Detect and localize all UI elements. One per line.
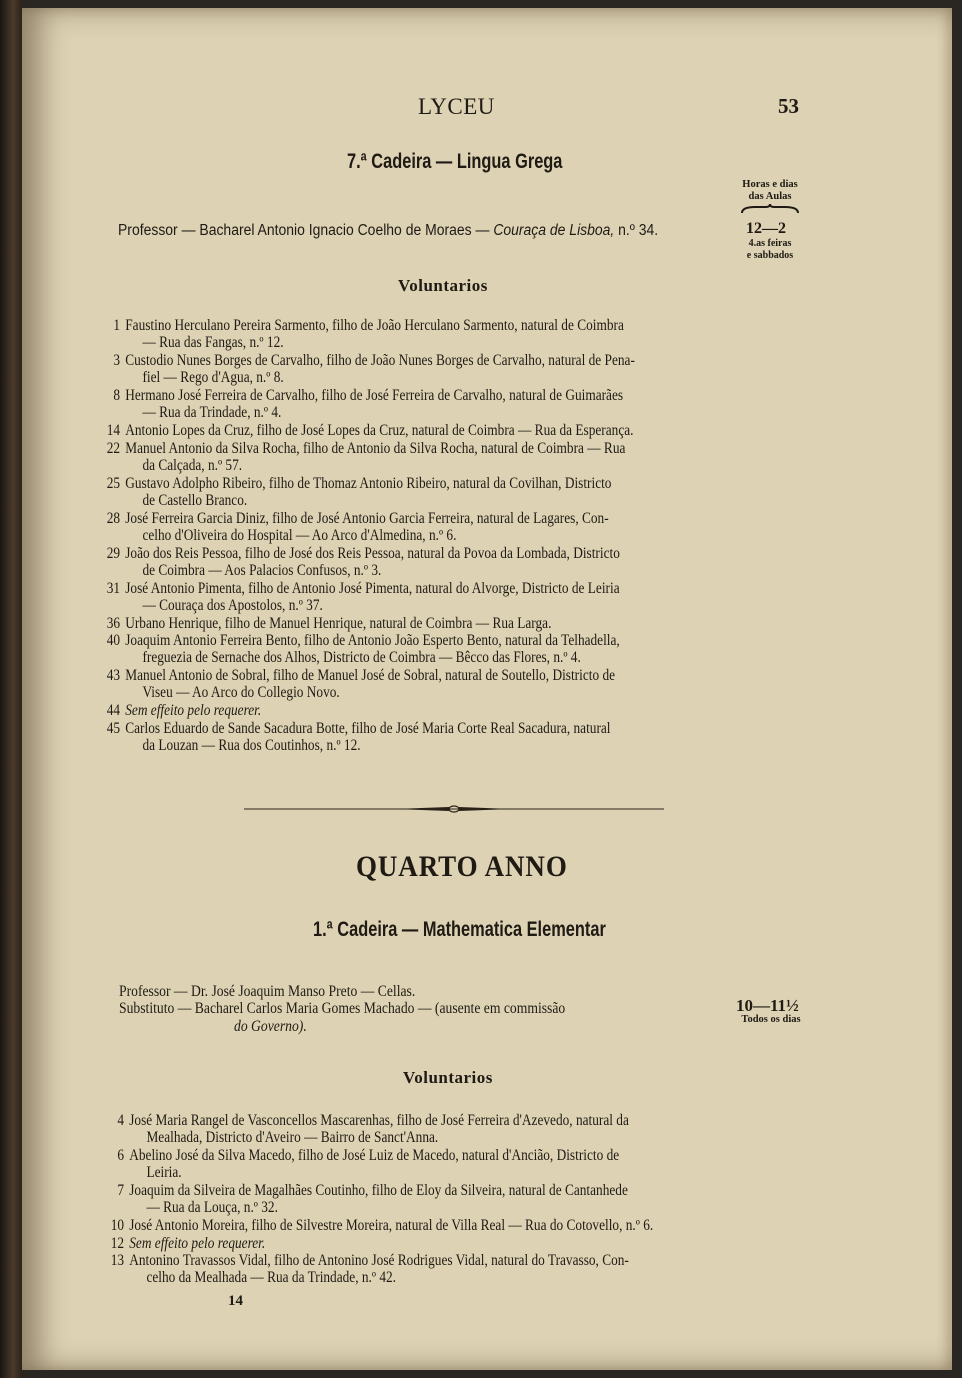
student-number: 43: [106, 667, 121, 684]
student-number: 4: [117, 1112, 125, 1129]
student-entry-line: Joaquim da Silveira de Magalhães Coutinho, filho de Eloy da Silveira, natural de Cantanhede: [129, 1182, 628, 1199]
class-days: Todos os dias: [741, 1014, 801, 1025]
volunteers-heading: Voluntarios: [403, 1068, 493, 1087]
list-item: [96, 317, 624, 351]
student-entry-line: José Maria Rangel de Vasconcellos Mascarenhas, filho de José Ferreira d'Azevedo, natural da: [129, 1112, 629, 1129]
list-item: [96, 422, 634, 439]
hours-header-line: Horas e dias: [742, 179, 798, 190]
student-number: 25: [106, 474, 121, 492]
list-item: [100, 1217, 653, 1234]
signature-mark: 14: [228, 1293, 243, 1309]
student-entry-line: — Couraça dos Apostolos, n.º 37.: [142, 596, 323, 614]
substitute-cont: do Governo).: [234, 1018, 307, 1035]
student-entry-line: — Rua das Fangas, n.º 12.: [142, 334, 284, 351]
student-entry-line: Sem effeito pelo requerer.: [129, 1234, 266, 1252]
substitute-line: Substituto — Bacharel Carlos Maria Gomes Machado — (ausente em commissão: [119, 1000, 566, 1017]
list-item: [96, 352, 635, 386]
list-item: [96, 510, 609, 544]
class-hours: 12—2: [746, 220, 786, 237]
student-entry-line: fiel — Rego d'Agua, n.º 8.: [142, 369, 284, 386]
student-entry-line: Manuel Antonio de Sobral, filho de Manuel José de Sobral, natural de Soutello, Districto de: [125, 667, 616, 684]
list-item: [96, 475, 611, 509]
list-item: [96, 580, 620, 614]
student-entry-line: Carlos Eduardo de Sande Sacadura Botte, filho de José Maria Corte Real Sacadura, natural: [125, 719, 611, 737]
list-item: [96, 632, 620, 666]
student-entry-line: João dos Reis Pessoa, filho de José dos Reis Pessoa, natural da Povoa da Lombada, Districto: [125, 544, 620, 562]
student-number: 3: [113, 352, 121, 369]
student-entry-line: Mealhada, Districto d'Aveiro — Bairro de Sanct'Anna.: [146, 1129, 439, 1146]
student-number: 7: [117, 1182, 125, 1199]
list-item: [96, 387, 623, 421]
list-item: [96, 545, 620, 579]
section-title: 1.ª Cadeira — Mathematica Elementar: [313, 918, 606, 941]
student-entry-line: — Rua da Trindade, n.º 4.: [142, 404, 282, 421]
student-entry-line: Faustino Herculano Pereira Sarmento, filho de João Herculano Sarmento, natural de Coimbra: [125, 317, 624, 334]
class-days: [735, 238, 805, 262]
student-number: 1: [113, 317, 121, 334]
student-entry-line: Sem effeito pelo requerer.: [125, 702, 262, 719]
year-title: QUARTO ANNO: [356, 850, 568, 883]
student-entry-line: Abelino José da Silva Macedo, filho de José Luiz de Macedo, natural d'Ancião, Districto de: [129, 1147, 620, 1164]
list-item: [100, 1112, 629, 1146]
student-entry-line: Manuel Antonio da Silva Rocha, filho de Antonio da Silva Rocha, natural de Coimbra — Rua: [125, 439, 626, 457]
student-entry-line: de Coimbra — Aos Palacios Confusos, n.º 3.: [142, 561, 382, 579]
student-number: 28: [106, 509, 121, 527]
professor-line: Professor — Dr. José Joaquim Manso Preto — Cellas.: [119, 983, 416, 1000]
student-number: 10: [110, 1217, 125, 1234]
running-header: LYCEU: [418, 94, 495, 119]
student-number: 45: [106, 719, 121, 737]
list-item: [100, 1147, 619, 1181]
student-number: 13: [110, 1252, 125, 1269]
brace-icon: [740, 203, 800, 215]
student-entry-line: Joaquim Antonio Ferreira Bento, filho de Antonio João Esperto Bento, natural da Telhadella,: [125, 632, 620, 649]
list-item: [96, 667, 615, 701]
student-entry-line: da Louzan — Rua dos Coutinhos, n.º 12.: [142, 736, 361, 754]
volunteers-heading: Voluntarios: [398, 276, 488, 295]
student-entry-line: celho da Mealhada — Rua da Trindade, n.º 42.: [146, 1269, 397, 1286]
list-item: [100, 1182, 628, 1216]
page-number: 53: [778, 94, 799, 118]
professor-name: Professor — Bacharel Antonio Ignacio Coelho de Moraes —: [118, 222, 490, 239]
book-spine: [0, 0, 22, 1378]
student-entry-line: José Ferreira Garcia Diniz, filho de José Antonio Garcia Ferreira, natural de Lagares, Con-: [125, 509, 609, 527]
student-number: 14: [106, 422, 121, 439]
student-number: 12: [110, 1234, 125, 1252]
list-item: [96, 702, 261, 719]
student-number: 40: [106, 632, 121, 649]
class-days-line: 4.as feiras: [748, 238, 792, 249]
section-title: 7.ª Cadeira — Lingua Grega: [347, 150, 563, 173]
professor-line: [118, 222, 658, 239]
student-entry-line: celho d'Oliveira do Hospital — Ao Arco d'Almedina, n.º 6.: [142, 526, 457, 544]
student-number: 22: [106, 439, 121, 457]
list-item: [96, 615, 551, 632]
student-entry-line: Antonino Travassos Vidal, filho de Antonino José Rodrigues Vidal, natural do Travasso, Con-: [129, 1252, 629, 1269]
student-entry-line: Urbano Henrique, filho de Manuel Henrique, natural de Coimbra — Rua Larga.: [125, 614, 552, 632]
student-entry-line: da Calçada, n.º 57.: [142, 456, 243, 474]
professor-address: Couraça de Lisboa,: [493, 222, 615, 239]
student-entry-line: José Antonio Moreira, filho de Silvestre Moreira, natural de Villa Real — Rua do Cotovello, n.º 6.: [129, 1217, 654, 1234]
student-entry-line: Gustavo Adolpho Ribeiro, filho de Thomaz Antonio Ribeiro, natural da Covilhan, Districto: [125, 474, 612, 492]
list-item: [96, 440, 625, 474]
student-number: 8: [113, 387, 121, 404]
student-entry-line: Antonio Lopes da Cruz, filho de José Lopes da Cruz, natural de Coimbra — Rua da Esperança.: [125, 422, 634, 439]
class-days-line: e sabbados: [746, 250, 794, 261]
student-entry-line: Viseu — Ao Arco do Collegio Novo.: [142, 684, 340, 701]
list-item: [96, 720, 611, 754]
student-number: 6: [117, 1147, 125, 1164]
ornamental-divider: [244, 800, 664, 808]
list-item: [100, 1235, 265, 1252]
student-number: 36: [106, 614, 121, 632]
student-entry-line: de Castello Branco.: [142, 491, 248, 509]
class-hours: 10—11½: [736, 996, 799, 1015]
student-entry-line: Leiria.: [146, 1164, 182, 1181]
list-item: [100, 1252, 629, 1286]
professor-number: n.º 34.: [618, 222, 659, 239]
student-entry-line: Custodio Nunes Borges de Carvalho, filho de João Nunes Borges de Carvalho, natural de Pena-: [125, 352, 635, 369]
hours-header-line: das Aulas: [748, 191, 792, 202]
student-number: 29: [106, 544, 121, 562]
student-entry-line: José Antonio Pimenta, filho de Antonio José Pimenta, natural do Alvorge, Districto de Leiria: [125, 579, 620, 597]
student-number: 44: [106, 702, 121, 719]
student-number: 31: [106, 579, 121, 597]
student-entry-line: freguezia de Sernache dos Alhos, Districto de Coimbra — Bêcco das Flores, n.º 4.: [142, 649, 581, 666]
student-entry-line: Hermano José Ferreira de Carvalho, filho de José Ferreira de Carvalho, natural de Guimarães: [125, 387, 624, 404]
hours-header: [730, 179, 810, 219]
student-entry-line: — Rua da Louça, n.º 32.: [146, 1199, 278, 1216]
